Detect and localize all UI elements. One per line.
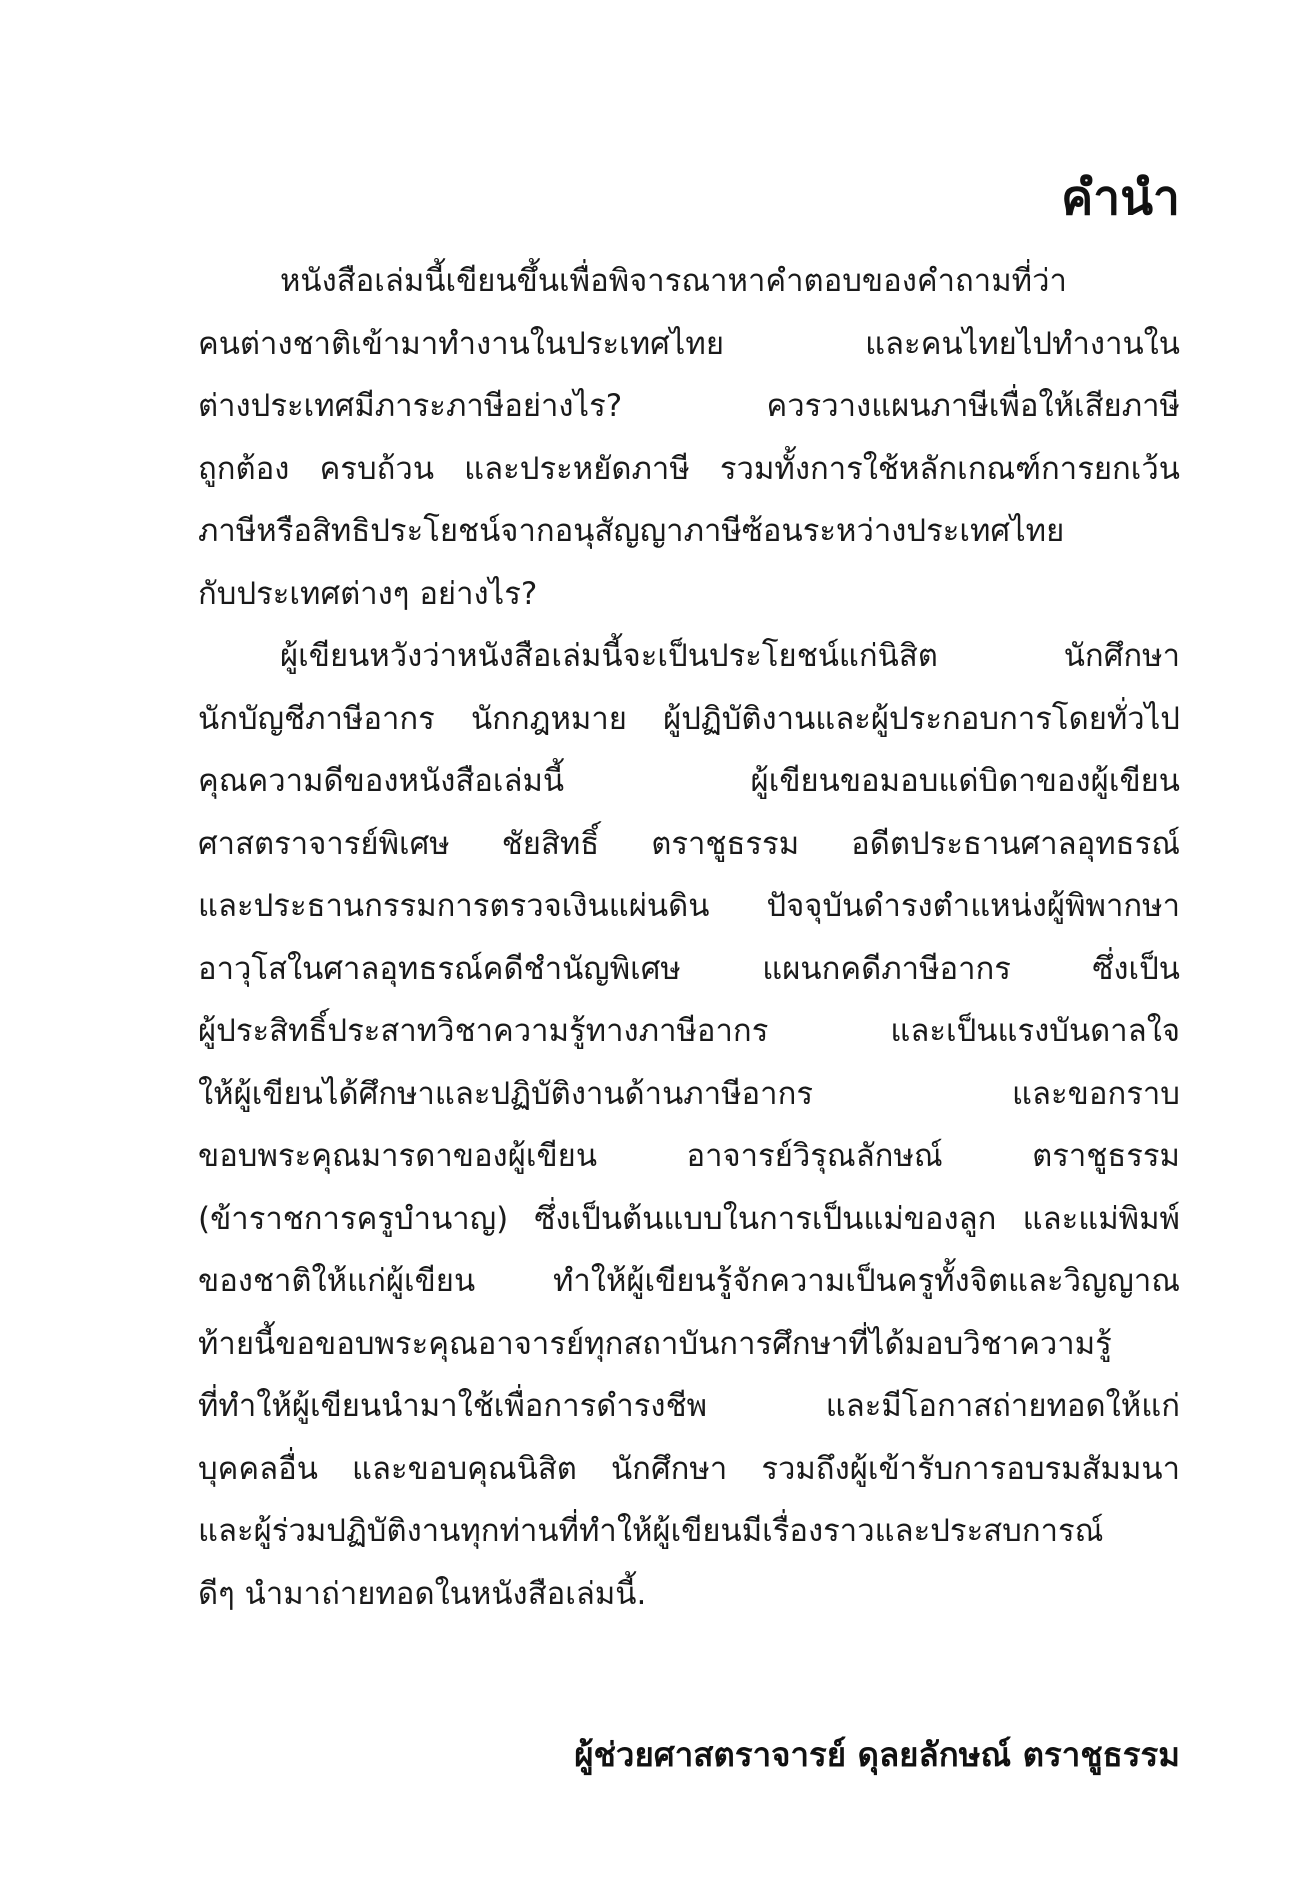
author-signature: ผู้ช่วยศาสตราจารย์ ดุลยลักษณ์ ตราชูธรรม bbox=[574, 1735, 1180, 1774]
paragraph-2-line-2: นักบัญชีภาษีอากร นักกฎหมาย ผู้ปฏิบัติงานและผู้ประกอบการโดยทั่วไป bbox=[198, 700, 1180, 737]
page-title: คำนำ bbox=[1061, 170, 1180, 226]
paragraph-2-line-15: และผู้ร่วมปฏิบัติงานทุกท่านที่ทำให้ผู้เขียนมีเรื่องราวและประสบการณ์ bbox=[198, 1513, 1104, 1549]
paragraph-1-line-3: ต่างประเทศมีภาระภาษีอย่างไร? ควรวางแผนภาษีเพื่อให้เสียภาษี bbox=[198, 388, 1180, 424]
paragraph-2-line-8: ให้ผู้เขียนได้ศึกษาและปฏิบัติงานด้านภาษีอากร และขอกราบ bbox=[198, 1075, 1180, 1112]
paragraph-2-line-14: บุคคลอื่น และขอบคุณนิสิต นักศึกษา รวมถึงผู้เข้ารับการอบรมสัมมนา bbox=[198, 1450, 1180, 1487]
paragraph-1-line-6: กับประเทศต่างๆ อย่างไร? bbox=[198, 575, 538, 612]
paragraph-2-line-3: คุณความดีของหนังสือเล่มนี้ ผู้เขียนขอมอบแด่บิดาของผู้เขียน bbox=[198, 763, 1180, 799]
paragraph-2-line-4: ศาสตราจารย์พิเศษ ชัยสิทธิ์ ตราชูธรรม อดีตประธานศาลอุทธรณ์ bbox=[198, 825, 1180, 862]
paragraph-1-line-2: คนต่างชาติเข้ามาทำงานในประเทศไทย และคนไทยไปทำงานใน bbox=[198, 325, 1180, 362]
paragraph-2-line-5: และประธานกรรมการตรวจเงินแผ่นดิน ปัจจุบันดำรงตำแหน่งผู้พิพากษา bbox=[198, 888, 1180, 924]
paragraph-1-line-1: หนังสือเล่มนี้เขียนขึ้นเพื่อพิจารณาหาคำตอบของคำถามที่ว่า bbox=[280, 263, 1067, 299]
preface-body bbox=[198, 250, 1180, 1625]
paragraph-2-line-6: อาวุโสในศาลอุทธรณ์คดีชำนัญพิเศษ แผนกคดีภาษีอากร ซึ่งเป็น bbox=[198, 950, 1180, 987]
paragraph-1-line-5: ภาษีหรือสิทธิประโยชน์จากอนุสัญญาภาษีซ้อนระหว่างประเทศไทย bbox=[198, 513, 1065, 549]
paragraph-2-line-7: ผู้ประสิทธิ์ประสาทวิชาความรู้ทางภาษีอากร และเป็นแรงบันดาลใจ bbox=[198, 1013, 1180, 1049]
paragraph-2-line-10: (ข้าราชการครูบำนาญ) ซึ่งเป็นต้นแบบในการเป็นแม่ของลูก และแม่พิมพ์ bbox=[198, 1200, 1180, 1237]
paragraph-2-line-1: ผู้เขียนหวังว่าหนังสือเล่มนี้จะเป็นประโยชน์แก่นิสิต นักศึกษา bbox=[280, 638, 1180, 674]
paragraph-2-line-12: ท้ายนี้ขอขอบพระคุณอาจารย์ทุกสถาบันการศึกษาที่ได้มอบวิชาความรู้ bbox=[198, 1325, 1112, 1362]
paragraph-2-line-13: ที่ทำให้ผู้เขียนนำมาใช้เพื่อการดำรงชีพ และมีโอกาสถ่ายทอดให้แก่ bbox=[198, 1388, 1180, 1424]
paragraph-2-line-11: ของชาติให้แก่ผู้เขียน ทำให้ผู้เขียนรู้จักความเป็นครูทั้งจิตและวิญญาณ bbox=[198, 1263, 1180, 1299]
paragraph-2-line-16: ดีๆ นำมาถ่ายทอดในหนังสือเล่มนี้. bbox=[198, 1575, 647, 1612]
paragraph-2-line-9: ขอบพระคุณมารดาของผู้เขียน อาจารย์วิรุณลักษณ์ ตราชูธรรม bbox=[198, 1138, 1180, 1174]
paragraph-1-line-4: ถูกต้อง ครบถ้วน และประหยัดภาษี รวมทั้งการใช้หลักเกณฑ์การยกเว้น bbox=[198, 450, 1180, 487]
